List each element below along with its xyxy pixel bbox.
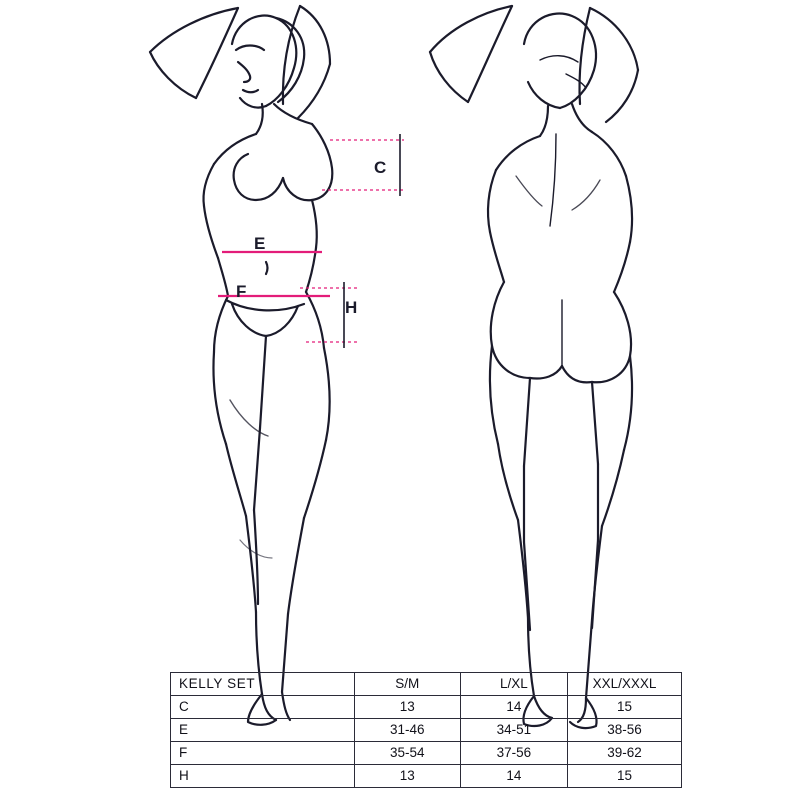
cell-c-xxlxxxl: 15 — [567, 696, 681, 719]
cell-e-lxl: 34-51 — [460, 719, 567, 742]
measure-label-e: E — [254, 234, 266, 253]
row-label-c: C — [171, 696, 355, 719]
table-header-lxl: L/XL — [460, 673, 567, 696]
female-body-back-silhouette — [430, 6, 638, 728]
table-row — [171, 696, 682, 719]
row-label-f: F — [171, 742, 355, 765]
measure-label-h: H — [345, 298, 358, 317]
table-header-sm: S/M — [354, 673, 460, 696]
table-header-kelly-set: KELLY SET — [171, 673, 355, 696]
table-header-xxlxxxl: XXL/XXXL — [567, 673, 681, 696]
cell-h-sm: 13 — [354, 765, 460, 788]
row-label-e: E — [171, 719, 355, 742]
measure-label-f: F — [236, 282, 247, 301]
cell-e-xxlxxxl: 38-56 — [567, 719, 681, 742]
female-body-front-silhouette — [150, 6, 332, 725]
cell-f-lxl: 37-56 — [460, 742, 567, 765]
size-table — [170, 672, 682, 788]
table-row — [171, 765, 682, 788]
cell-f-sm: 35-54 — [354, 742, 460, 765]
measure-label-c: C — [374, 158, 387, 177]
cell-e-sm: 31-46 — [354, 719, 460, 742]
cell-h-xxlxxxl: 15 — [567, 765, 681, 788]
size-table-container — [170, 672, 682, 788]
table-row — [171, 742, 682, 765]
cell-c-sm: 13 — [354, 696, 460, 719]
row-label-h: H — [171, 765, 355, 788]
table-header-row — [171, 673, 682, 696]
table-row — [171, 719, 682, 742]
cell-c-lxl: 14 — [460, 696, 567, 719]
cell-h-lxl: 14 — [460, 765, 567, 788]
cell-f-xxlxxxl: 39-62 — [567, 742, 681, 765]
